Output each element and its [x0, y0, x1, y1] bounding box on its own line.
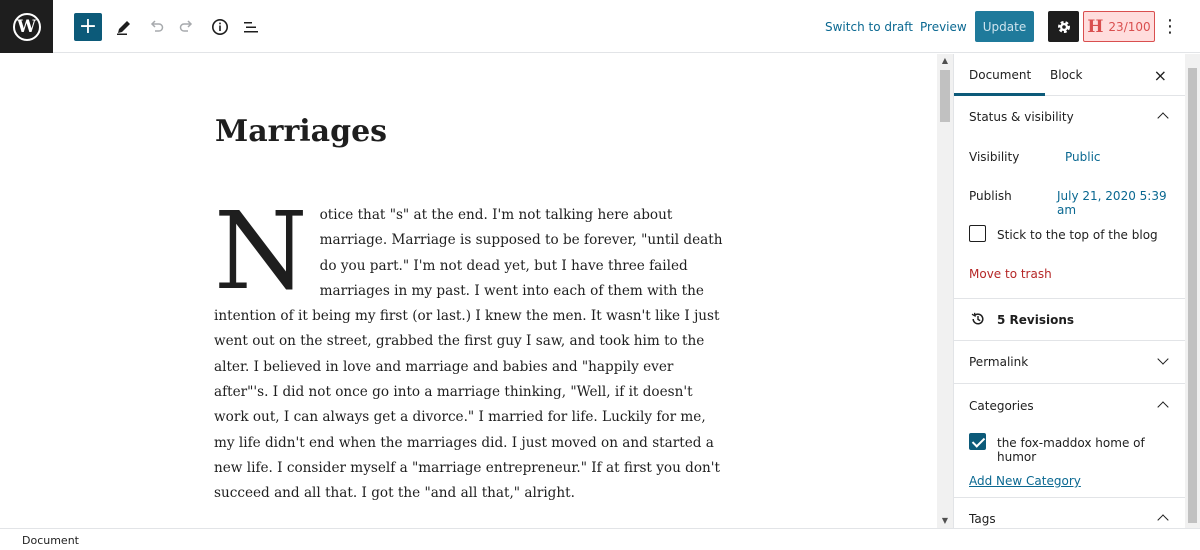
categories-toggle[interactable] [954, 384, 1185, 428]
chevron-up-icon [1157, 514, 1168, 525]
publish-row [954, 177, 1185, 216]
add-new-category-link[interactable]: Add New Category [969, 474, 1081, 488]
preview-button[interactable]: Preview [920, 19, 967, 34]
categories-panel [954, 384, 1185, 498]
category-item [954, 424, 1185, 463]
post-title[interactable]: Marriages [215, 114, 388, 149]
chevron-up-icon [1157, 112, 1168, 123]
scroll-down-icon[interactable]: ▼ [941, 516, 949, 525]
edit-pencil-icon[interactable] [110, 12, 138, 41]
tab-block[interactable]: Block [1050, 68, 1083, 82]
permalink-panel [954, 341, 1185, 384]
visibility-label: Visibility [969, 150, 1020, 164]
revisions-panel[interactable] [954, 299, 1185, 341]
status-visibility-panel [954, 96, 1185, 299]
chevron-up-icon [1157, 401, 1168, 412]
scroll-up-icon[interactable]: ▲ [941, 56, 949, 65]
status-visibility-toggle[interactable] [954, 96, 1185, 138]
sidebar-scroll-thumb[interactable] [1188, 68, 1197, 523]
visibility-row [954, 138, 1185, 177]
tags-title: Tags [969, 512, 996, 526]
chevron-down-icon [1157, 353, 1168, 364]
move-to-trash-button[interactable]: Move to trash [969, 267, 1052, 281]
permalink-title: Permalink [969, 355, 1029, 369]
publish-date[interactable]: July 21, 2020 5:39 am [1057, 189, 1167, 217]
status-visibility-title: Status & visibility [969, 110, 1074, 124]
editor-toolbar [0, 0, 1200, 53]
editor-scroll-thumb[interactable] [940, 70, 950, 122]
category-checkbox[interactable] [969, 433, 986, 450]
sidebar-tabs [954, 54, 1185, 96]
add-block-button[interactable]: + [74, 13, 102, 41]
more-options-icon[interactable]: ⋮ [1161, 16, 1179, 37]
tags-toggle[interactable] [954, 498, 1185, 528]
editor-canvas[interactable] [0, 54, 936, 528]
switch-to-draft-button[interactable]: Switch to draft [825, 19, 913, 34]
list-view-icon[interactable] [237, 12, 265, 41]
permalink-toggle[interactable] [954, 341, 1185, 383]
wordpress-logo-icon[interactable]: W [0, 0, 53, 53]
sticky-row [954, 216, 1185, 255]
headline-score-icon: H [1087, 16, 1104, 37]
trash-row [954, 255, 1185, 298]
settings-sidebar [953, 54, 1185, 528]
update-button[interactable]: Update [975, 11, 1034, 42]
block-breadcrumb-bar [0, 528, 1200, 550]
categories-title: Categories [969, 399, 1034, 413]
publish-label: Publish [969, 189, 1012, 203]
info-icon[interactable] [206, 12, 234, 41]
drop-cap: N [214, 190, 308, 314]
category-label[interactable]: the fox-maddox home of humor [997, 436, 1145, 464]
paragraph-block[interactable] [214, 190, 728, 507]
sticky-checkbox[interactable] [969, 225, 986, 242]
visibility-value[interactable]: Public [1065, 150, 1101, 164]
close-icon[interactable]: × [1153, 66, 1167, 85]
breadcrumb-document[interactable]: Document [22, 534, 79, 547]
editor-scrollbar[interactable] [937, 54, 953, 528]
revisions-label[interactable]: 5 Revisions [997, 313, 1075, 327]
undo-icon[interactable] [142, 12, 170, 41]
sticky-label[interactable]: Stick to the top of the blog [997, 228, 1158, 242]
headline-score-button[interactable] [1083, 11, 1155, 42]
sidebar-scrollbar[interactable] [1185, 54, 1200, 528]
settings-gear-icon[interactable] [1048, 11, 1079, 42]
paragraph-text[interactable]: otice that "s" at the end. I'm not talking here about marriage. Marriage is supposed to be forever, "until death do you part." I'm not dead yet, but I have three failed marriages in my past. I went into each of them with the intention of it being my first (or last.) I knew the men. It wasn't like I just went out on the street, grabbed the first guy I saw, and took him to the alter. I believed in love and marriage and babies and "happily ever after"'s. I did not once go into a marriage thinking, "Well, if it doesn't work out, I can always get a divorce." I married for life. Luckily for me, my life didn't end when the marriages did. I just moved on and started a new life. I consider myself a "marriage entrepreneur." If at first you don't succeed and all that. I got the "and all that," alright. [214, 207, 723, 502]
redo-icon[interactable] [173, 12, 201, 41]
headline-score-value: 23/100 [1108, 19, 1151, 34]
revisions-icon [971, 312, 985, 326]
tab-document[interactable]: Document [969, 54, 1031, 96]
tags-panel [954, 498, 1185, 528]
